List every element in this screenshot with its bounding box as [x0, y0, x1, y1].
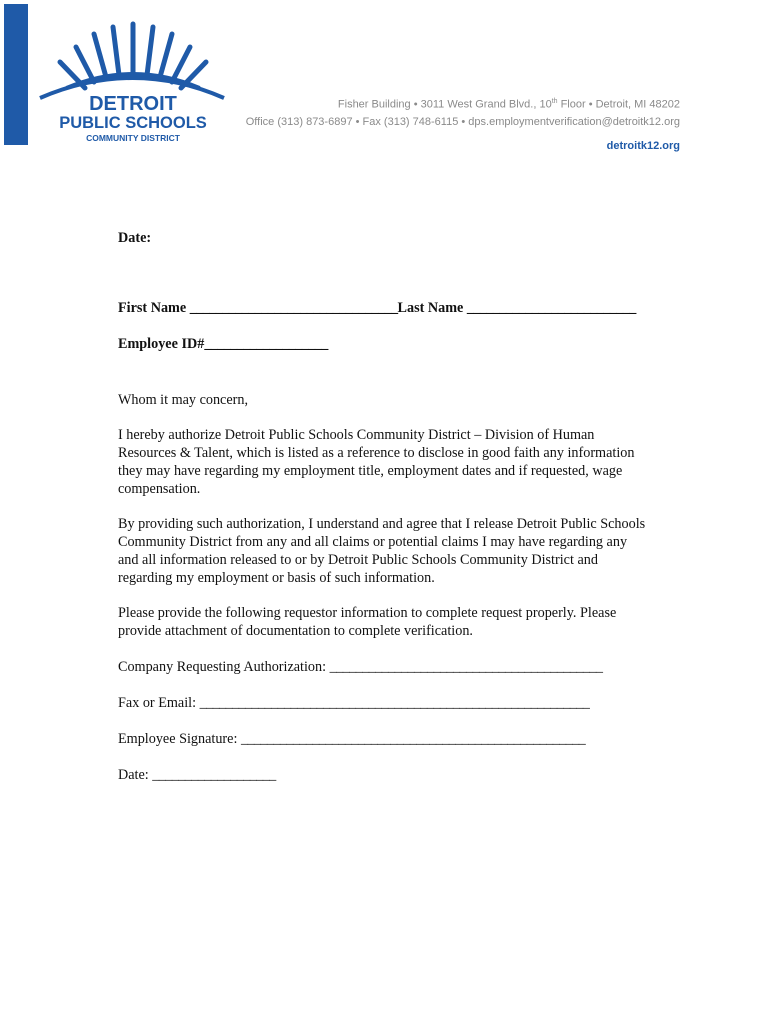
company-field[interactable]: __________________________________________ [329, 659, 603, 675]
fax-email-field[interactable]: ____________________________________________________________ [199, 695, 590, 711]
fax-email-label: Fax or Email: [118, 695, 197, 711]
signature-date-row [118, 767, 276, 784]
signature-label: Employee Signature: [118, 731, 238, 747]
date-header-label: Date: [118, 230, 152, 246]
website-link[interactable]: detroitk12.org [606, 139, 680, 152]
contact-line: Office (313) 873-6897 • Fax (313) 748-6115 • dps.employmentverification@detroitk12.org [245, 115, 680, 128]
company-label: Company Requesting Authorization: [118, 659, 327, 675]
signature-row [118, 731, 585, 748]
last-name-label: Last Name [397, 300, 464, 316]
brand-side-bar [4, 4, 28, 145]
name-row [118, 300, 636, 317]
first-name-label: First Name [118, 300, 187, 316]
letterhead-contact [160, 93, 680, 155]
signature-field[interactable]: _____________________________________________________ [240, 731, 586, 747]
first-name-field[interactable]: ________________________________ [189, 300, 398, 316]
logo-line-2: PUBLIC SCHOOLS [59, 114, 207, 132]
logo-line-3: COMMUNITY DISTRICT [86, 133, 180, 143]
address-line: Fisher Building • 3011 West Grand Blvd., 10th Floor • Detroit, MI 48202 [337, 98, 680, 111]
employee-id-field[interactable]: ___________________ [204, 336, 328, 352]
employee-id-row [118, 336, 328, 353]
authorization-paragraph: I hereby authorize Detroit Public Schools Community District – Division of Human Resources & Talent, which is listed as a reference to disclose in good faith any information they may have regarding my employment title, employment dates and if requested, wage compensation. [118, 427, 635, 497]
signature-date-label: Date: [118, 767, 149, 783]
logo-line-1: DETROIT [89, 93, 177, 115]
release-paragraph: By providing such authorization, I understand and agree that I release Detroit Public Schools Community District from any and all claims or potential claims I may have regarding any and all information released to or by Detroit Public Schools Community District and regarding my employment or basis of such information. [118, 516, 646, 586]
signature-date-field[interactable]: ___________________ [152, 767, 276, 783]
last-name-field[interactable]: __________________________ [466, 300, 636, 316]
company-row [118, 659, 602, 676]
requestor-instructions: Please provide the following requestor information to complete request properly. Please provide attachment of documentation to complete verification. [118, 605, 617, 639]
employee-id-label: Employee ID# [118, 336, 205, 352]
fax-email-row [118, 695, 589, 712]
salutation: Whom it may concern, [118, 392, 249, 408]
